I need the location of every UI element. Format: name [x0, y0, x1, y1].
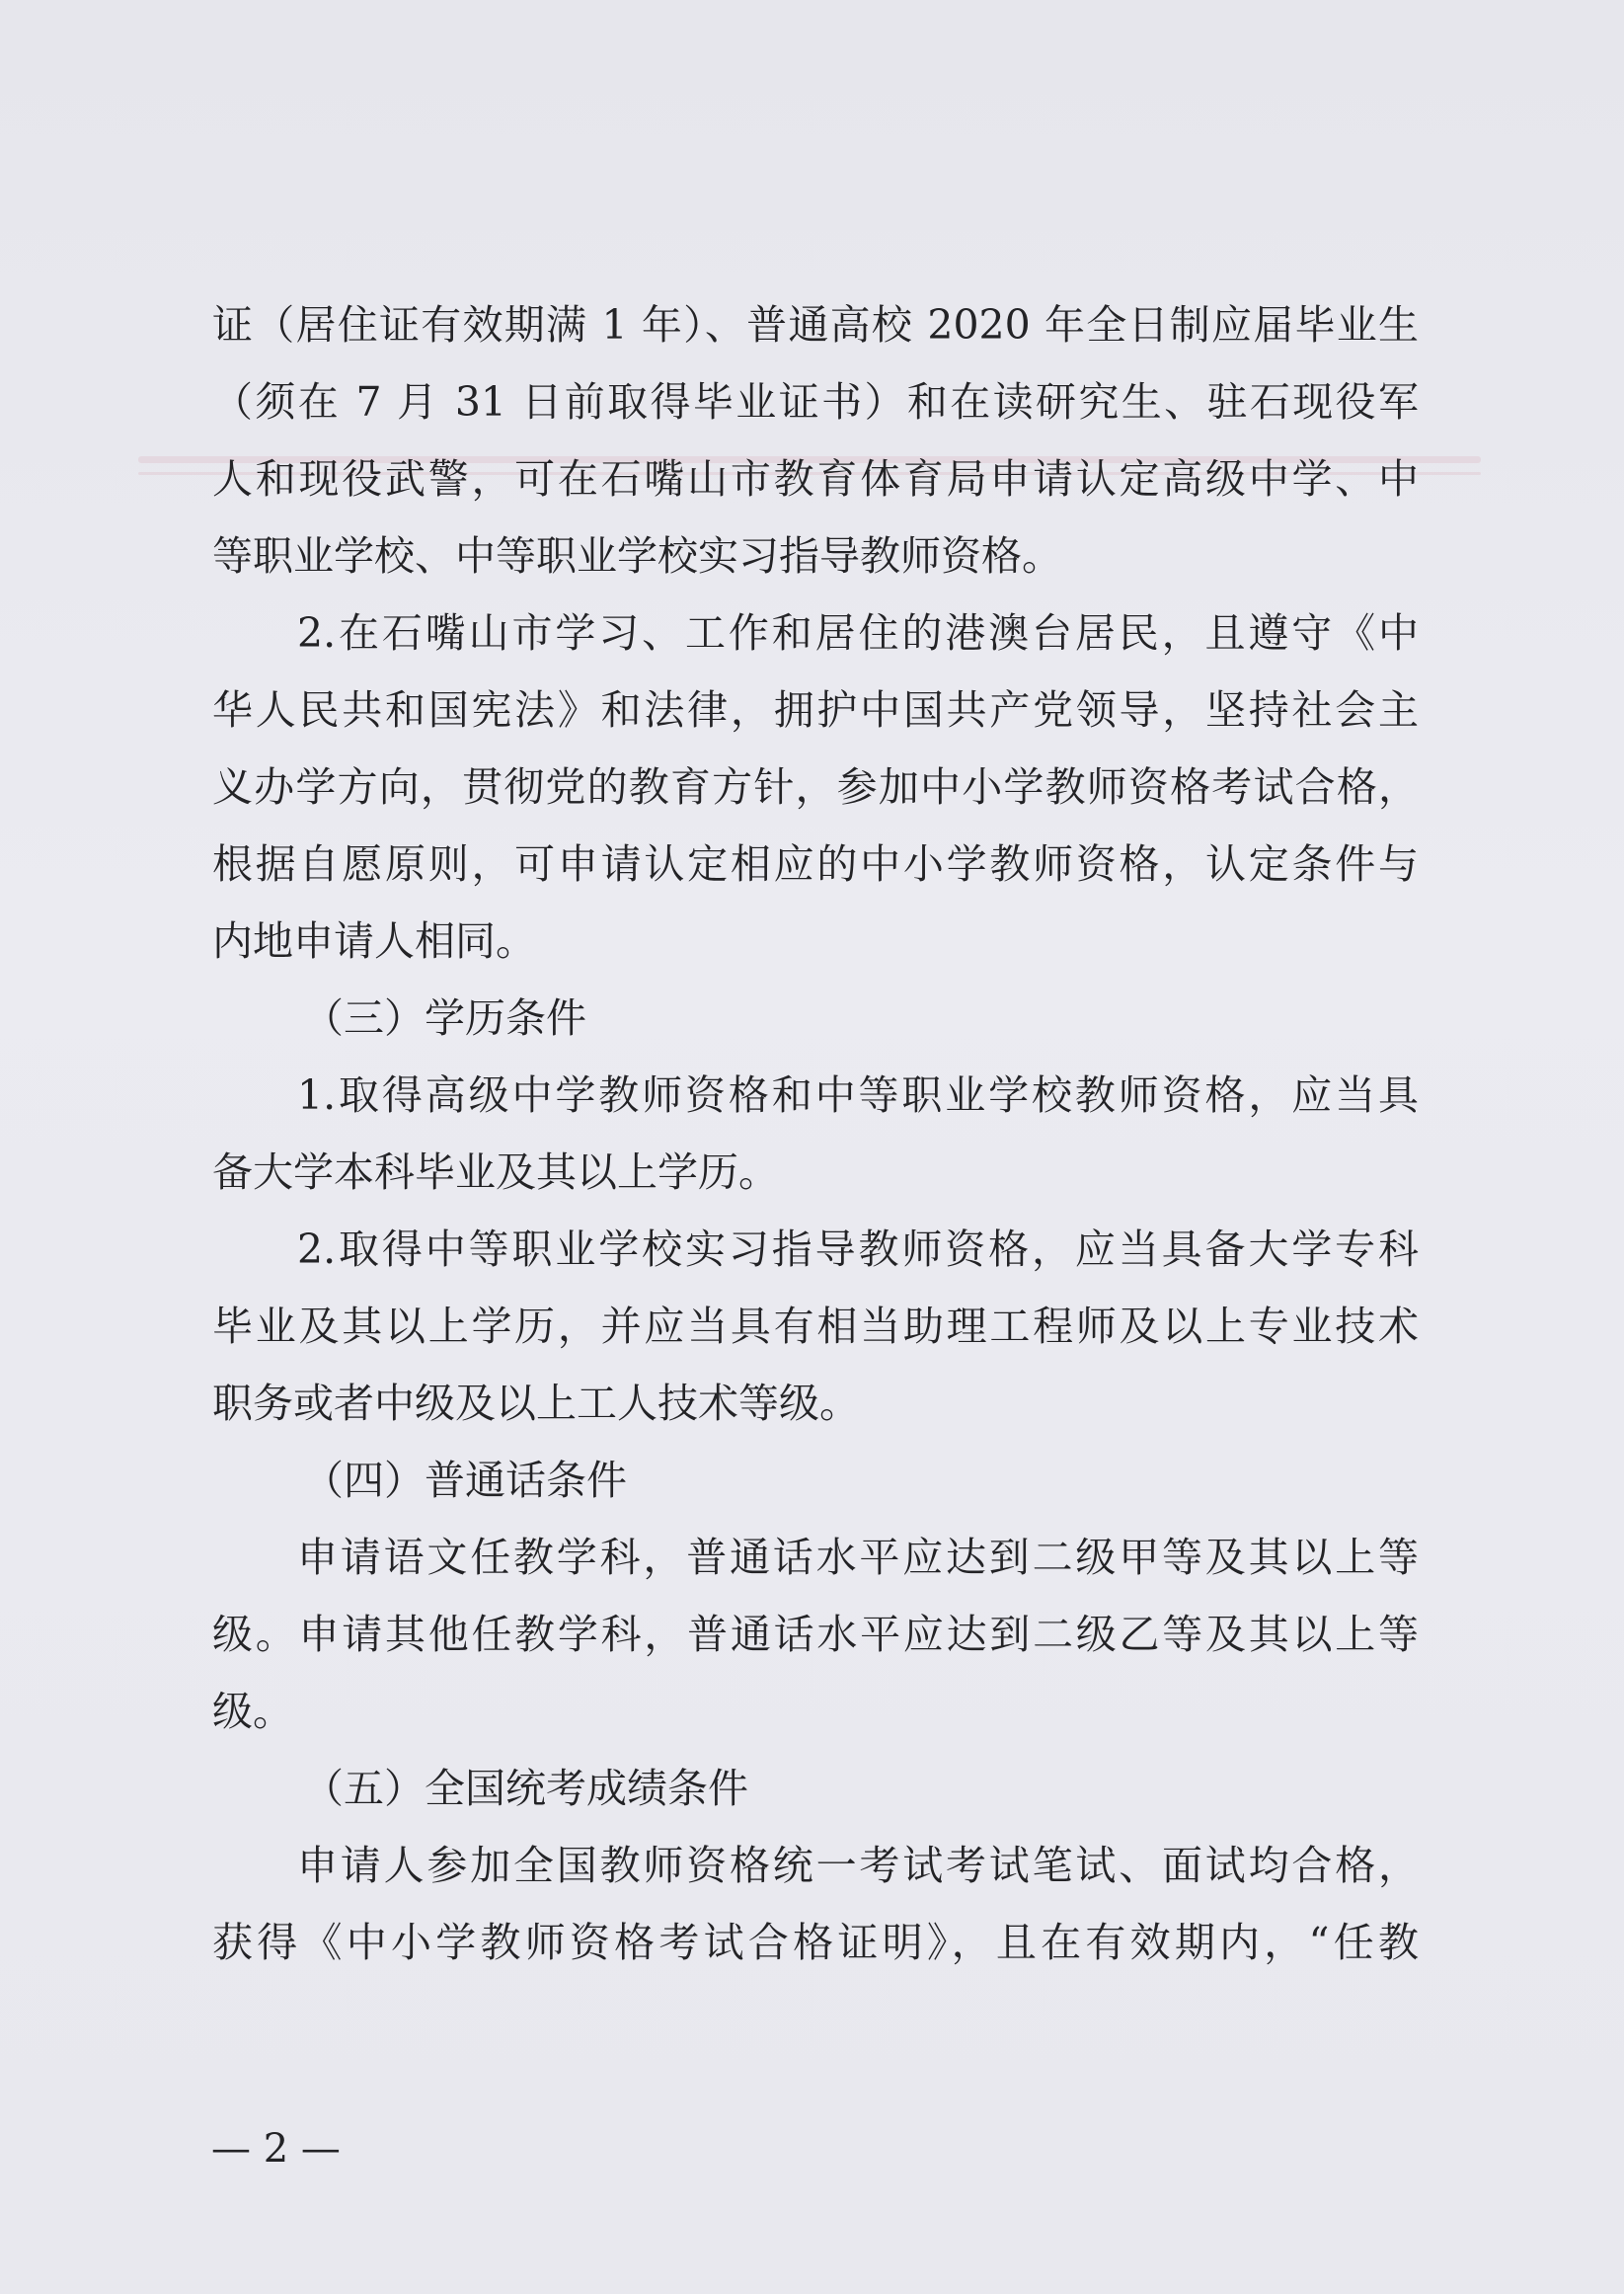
paragraph-line: 人和现役武警，可在石嘴山市教育体育局申请认定高级中学、中 — [212, 455, 1419, 503]
section-heading-mandarin: （四）普通话条件 — [303, 1457, 627, 1504]
paragraph-line: 级。 — [212, 1688, 293, 1735]
paragraph-line: 申请人参加全国教师资格统一考试考试笔试、面试均合格， — [297, 1842, 1419, 1889]
paragraph-line: 华人民共和国宪法》和法律，拥护中国共产党领导，坚持社会主 — [212, 686, 1419, 734]
paragraph-line: （须在 7 月 31 日前取得毕业证书）和在读研究生、驻石现役军 — [212, 378, 1419, 426]
paragraph-line: 义办学方向，贯彻党的教育方针，参加中小学教师资格考试合格， — [212, 763, 1419, 811]
paragraph-line: 级。申请其他任教学科，普通话水平应达到二级乙等及其以上等 — [212, 1611, 1419, 1658]
paragraph-line: 等职业学校、中等职业学校实习指导教师资格。 — [212, 532, 1062, 580]
paragraph-line: 1.取得高级中学教师资格和中等职业学校教师资格，应当具 — [297, 1071, 1419, 1119]
paragraph-line: 证（居住证有效期满 1 年）、普通高校 2020 年全日制应届毕业生 — [212, 301, 1419, 349]
paragraph-line: 2.在石嘴山市学习、工作和居住的港澳台居民，且遵守《中 — [297, 609, 1419, 657]
paragraph-line: 申请语文任教学科，普通话水平应达到二级甲等及其以上等 — [297, 1534, 1419, 1581]
paragraph-line: 2.取得中等职业学校实习指导教师资格，应当具备大学专科 — [297, 1226, 1419, 1273]
section-heading-exam: （五）全国统考成绩条件 — [303, 1765, 748, 1812]
paragraph-line: 毕业及其以上学历，并应当具有相当助理工程师及以上专业技术 — [212, 1303, 1419, 1350]
paragraph-line: 获得《中小学教师资格考试合格证明》，且在有效期内，“任教 — [212, 1919, 1419, 1966]
paragraph-line: 职务或者中级及以上工人技术等级。 — [212, 1380, 860, 1427]
paragraph-line: 备大学本科毕业及其以上学历。 — [212, 1148, 779, 1196]
paragraph-line: 内地申请人相同。 — [212, 917, 536, 965]
paragraph-line: 根据自愿原则，可申请认定相应的中小学教师资格，认定条件与 — [212, 840, 1419, 888]
page-number: — 2 — — [211, 2126, 341, 2172]
section-heading-education: （三）学历条件 — [303, 994, 586, 1042]
